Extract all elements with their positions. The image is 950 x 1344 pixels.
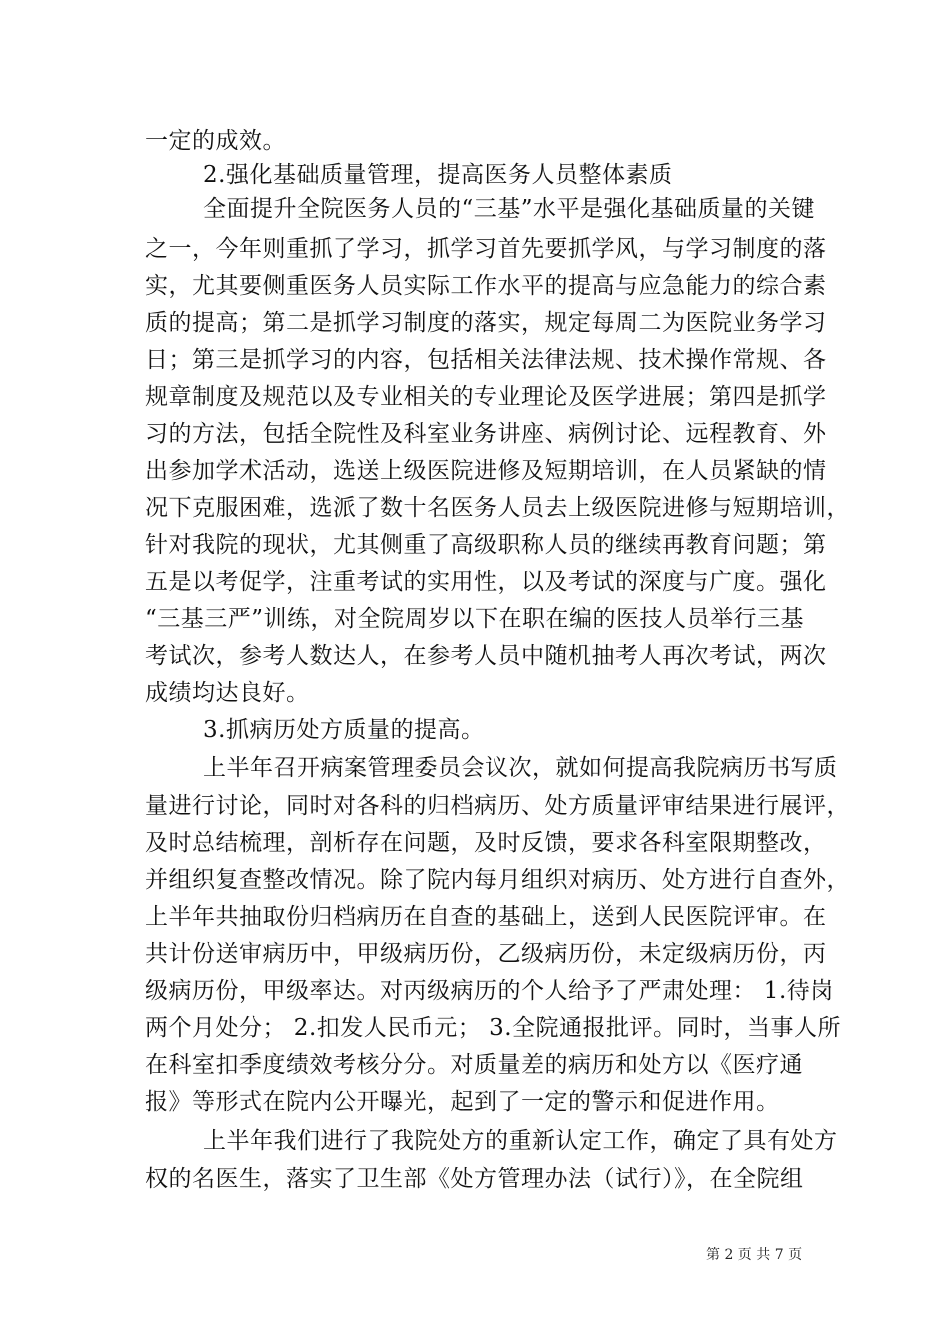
text-line: 权的名医生，落实了卫生部《处方管理办法（试行）》，在全院组 [145, 1166, 804, 1192]
text-line: 全面提升全院医务人员的“三基”水平是强化基础质量的关键 [203, 196, 816, 222]
text-line: 及时总结梳理，剖析存在问题，及时反馈，要求各科室限期整改， [145, 830, 827, 856]
text-line: 在科室扣季度绩效考核分分。对质量差的病历和处方以《医疗通 [145, 1052, 803, 1078]
text-line: 一定的成效。 [145, 128, 286, 154]
text-line: 针对我院的现状，尤其侧重了高级职称人员的继续再教育问题；第 [145, 532, 827, 558]
text-line: “三基三严”训练，对全院周岁以下在职在编的医技人员举行三基 [145, 606, 805, 632]
text-line: 实，尤其要侧重医务人员实际工作水平的提高与应急能力的综合素 [145, 273, 827, 299]
section-heading: 3.抓病历处方质量的提高。 [203, 717, 485, 743]
text-line: 上半年我们进行了我院处方的重新认定工作，确定了具有处方 [203, 1128, 838, 1154]
text-line: 况下克服困难，选派了数十名医务人员去上级医院进修与短期培训， [145, 495, 850, 521]
text-line: 并组织复查整改情况。除了院内每月组织对病历、处方进行自查外， [145, 867, 850, 893]
text-line: 质的提高；第二是抓学习制度的落实，规定每周二为医院业务学习 [145, 310, 827, 336]
text-line: 五是以考促学，注重考试的实用性，以及考试的深度与广度。强化 [145, 569, 827, 595]
text-line: 考试次，参考人数达人，在参考人员中随机抽考人再次考试，两次 [145, 643, 827, 669]
text-line: 习的方法，包括全院性及科室业务讲座、病例讨论、远程教育、外 [145, 421, 827, 447]
text-line: 规章制度及规范以及专业相关的专业理论及医学进展；第四是抓学 [145, 384, 827, 410]
text-line: 上半年共抽取份归档病历在自查的基础上，送到人民医院评审。在 [145, 904, 827, 930]
text-line: 成绩均达良好。 [145, 680, 310, 706]
text-line: 量进行讨论，同时对各科的归档病历、处方质量评审结果进行展评， [145, 793, 850, 819]
text-line: 两个月处分； 2.扣发人民币元； 3.全院通报批评。同时，当事人所 [145, 1015, 842, 1041]
text-line: 报》等形式在院内公开曝光，起到了一定的警示和促进作用。 [145, 1089, 780, 1115]
text-line: 日；第三是抓学习的内容，包括相关法律法规、技术操作常规、各 [145, 347, 827, 373]
text-line: 出参加学术活动，选送上级医院进修及短期培训，在人员紧缺的情 [145, 458, 827, 484]
text-line: 之一，今年则重抓了学习，抓学习首先要抓学风，与学习制度的落 [145, 236, 827, 262]
page-number: 第 2 页 共 7 页 [706, 1247, 803, 1263]
text-line: 共计份送审病历中，甲级病历份，乙级病历份，未定级病历份，丙 [145, 941, 827, 967]
text-line: 级病历份，甲级率达。对丙级病历的个人给予了严肃处理： 1.待岗 [145, 978, 834, 1004]
section-heading: 2.强化基础质量管理，提高医务人员整体素质 [203, 162, 673, 188]
text-line: 上半年召开病案管理委员会议次，就如何提高我院病历书写质 [203, 755, 838, 781]
